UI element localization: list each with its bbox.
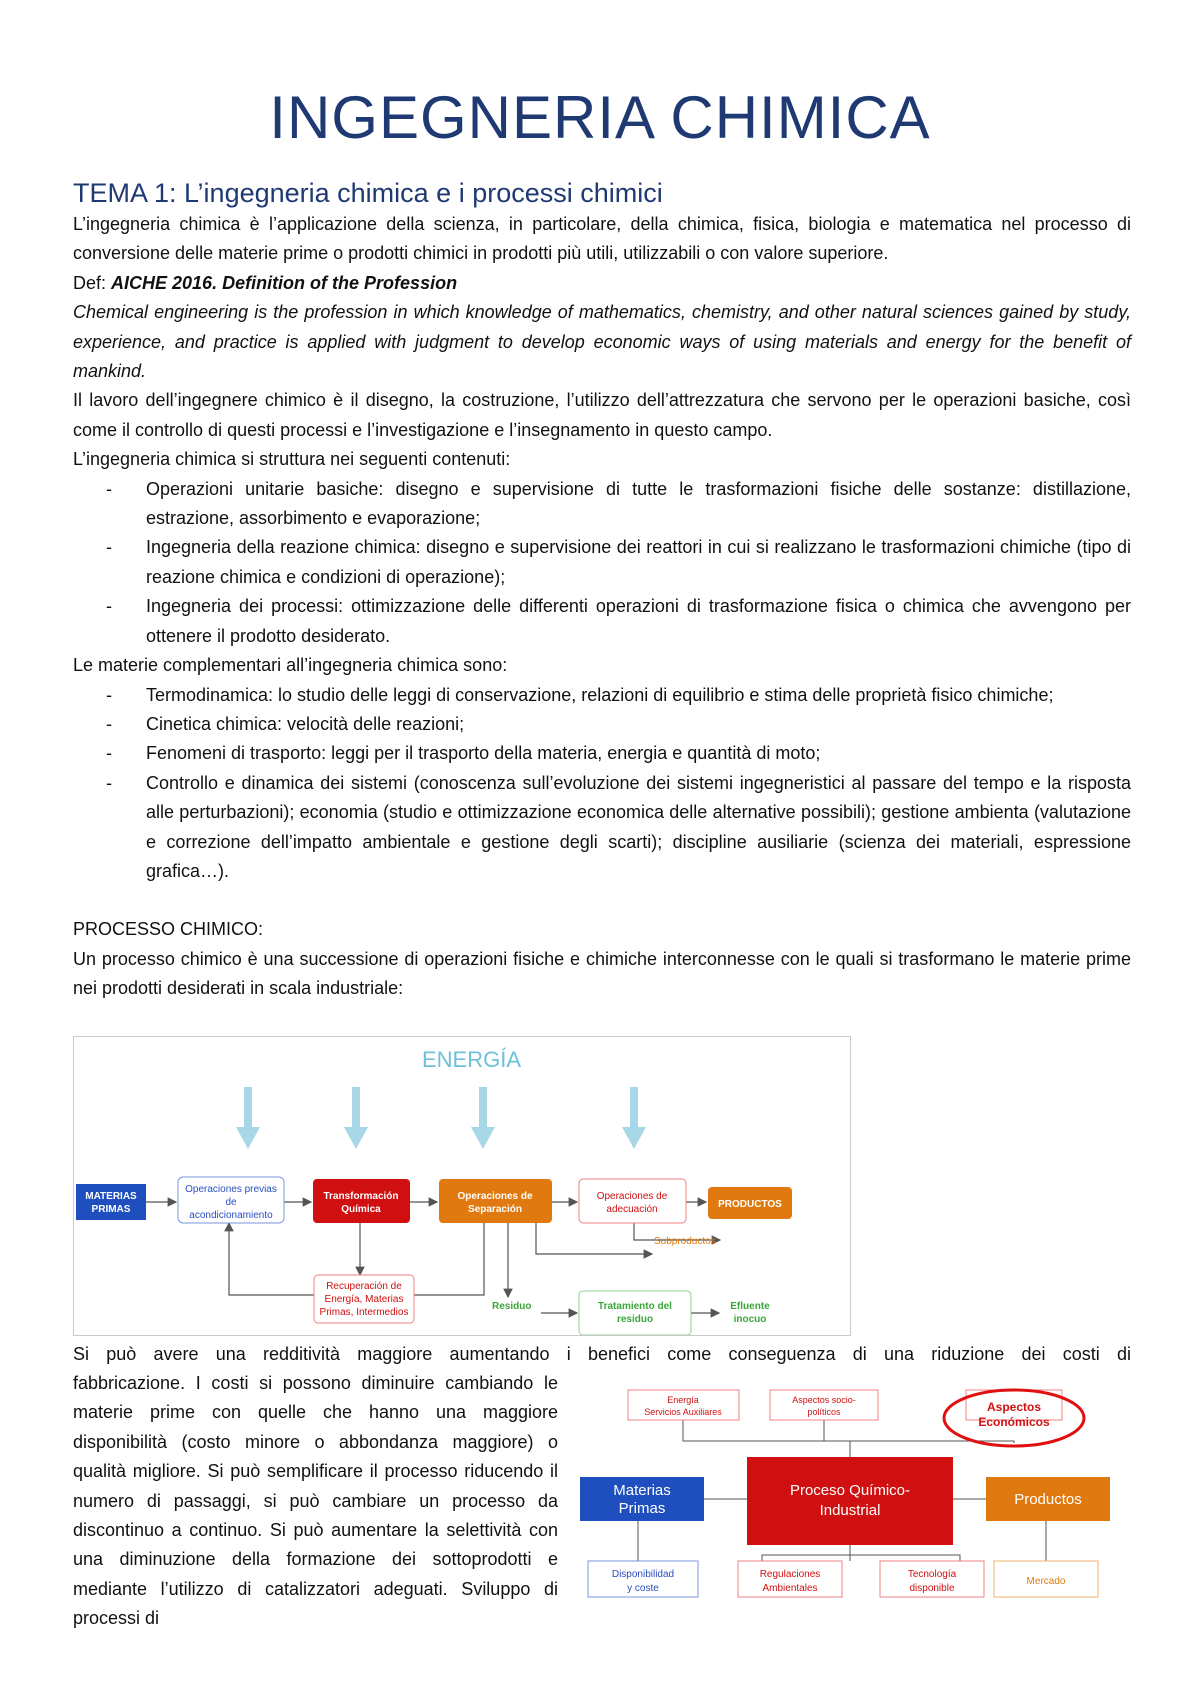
svg-text:Ambientales: Ambientales <box>762 1583 818 1594</box>
svg-text:Tecnología: Tecnología <box>907 1569 957 1580</box>
svg-text:Primas, Intermedios: Primas, Intermedios <box>319 1307 409 1318</box>
body-text <box>73 210 1131 1004</box>
svg-text:Aspectos: Aspectos <box>986 1400 1042 1414</box>
svg-text:Aspectos socio-: Aspectos socio- <box>792 1395 856 1405</box>
svg-text:y coste: y coste <box>627 1583 659 1594</box>
list-item: - Cinetica chimica: velocità delle reazioni; <box>73 710 1131 739</box>
energy-arrow <box>344 1087 368 1149</box>
contents-list <box>73 475 1131 651</box>
svg-text:Transformación: Transformación <box>323 1191 399 1202</box>
svg-text:Proceso Químico-: Proceso Químico- <box>789 1482 911 1499</box>
svg-text:Productos: Productos <box>1014 1491 1082 1508</box>
svg-text:PRIMAS: PRIMAS <box>91 1204 131 1215</box>
energy-arrow <box>236 1087 260 1149</box>
paragraph-profit-first-line: Si può avere una redditività maggiore aumentando i benefici come conseguenza di una riduzione dei costi di <box>73 1344 1131 1364</box>
paragraph-profit-rest: fabbricazione. I costi si possono diminuire cambiando le materie prime con quelle che hanno una maggiore disponibilità (costo minore o abbondanza maggiore) o qualità migliore. Si può semplificare il processo riducendo il numero di passaggi, si può cambiare un processo da discontinuo a continuo. Si può aumentare la selettività con una diminuzione della formazione dei sottoprodotti e mediante l’utilizzo di catalizzatori adeguati. Sviluppo di processi di <box>73 1373 558 1629</box>
svg-text:acondicionamiento: acondicionamiento <box>189 1210 273 1221</box>
svg-text:Separación: Separación <box>468 1204 522 1215</box>
energy-arrow <box>622 1087 646 1149</box>
svg-text:inocuo: inocuo <box>733 1314 767 1325</box>
section-heading: TEMA 1: L’ingegneria chimica e i processi chimici <box>73 178 663 208</box>
definition-quote: Chemical engineering is the profession in which knowledge of mathematics, chemistry, and other natural sciences gained by study, experience, and practice is applied with judgment to develop economic ways of using materials and energy for the benefit of mankind. <box>73 302 1131 382</box>
tratamiento-box <box>579 1291 691 1335</box>
list-item: - Termodinamica: lo studio delle leggi di conservazione, relazioni di equilibrio e stima delle proprietà fisico chimiche; <box>73 681 1131 710</box>
paragraph-process: Un processo chimico è una successione di operazioni fisiche e chimiche interconnesse con le quali si trasformano le materie prime nei prodotti desiderati in scala industriale: <box>73 948 1131 999</box>
energy-label: ENERGÍA <box>422 1047 522 1072</box>
svg-text:Servicios Auxiliares: Servicios Auxiliares <box>644 1407 722 1417</box>
definition-label: Def: <box>73 272 112 293</box>
paragraph-complementary: Le materie complementari all’ingegneria chimica sono: <box>73 655 508 676</box>
svg-text:Tratamiento del: Tratamiento del <box>598 1301 672 1312</box>
residuo-label: Residuo <box>492 1301 532 1312</box>
svg-text:políticos: políticos <box>807 1407 841 1417</box>
svg-text:Industrial: Industrial <box>819 1502 881 1519</box>
svg-text:adecuación: adecuación <box>606 1204 658 1215</box>
svg-text:Disponibilidad: Disponibilidad <box>611 1569 675 1580</box>
svg-text:de: de <box>225 1197 237 1208</box>
svg-text:Química: Química <box>341 1204 381 1215</box>
list-item: - Ingegneria della reazione chimica: disegno e supervisione dei reattori in cui si realizzano le trasformazioni chimiche (tipo di reazione chimica e condizioni di operazione); <box>73 533 1131 592</box>
svg-text:Operaciones de: Operaciones de <box>457 1191 533 1202</box>
paragraph-contents: L’ingegneria chimica si struttura nei seguenti contenuti: <box>73 449 511 470</box>
svg-text:Energía: Energía <box>667 1395 699 1405</box>
definition-line <box>73 269 1131 298</box>
energy-arrows <box>236 1087 646 1149</box>
svg-text:disponible: disponible <box>909 1583 955 1594</box>
svg-text:Regulaciones: Regulaciones <box>759 1569 821 1580</box>
paragraph-intro: L’ingegneria chimica è l’applicazione della scienza, in particolare, della chimica, fisica, biologia e matematica nel processo di conversione delle materie prime o prodotti chimici in prodotti più utili, utilizzabili o con valore superiore. <box>73 214 1131 264</box>
svg-text:Recuperación de: Recuperación de <box>326 1281 402 1292</box>
svg-text:Económicos: Económicos <box>978 1415 1050 1429</box>
svg-text:Mercado: Mercado <box>1026 1576 1066 1587</box>
list-item: - Fenomeni di trasporto: leggi per il trasporto della materia, energia e quantità di moto; <box>73 739 1131 768</box>
paragraph-work: Il lavoro dell’ingegnere chimico è il disegno, la costruzione, l’utilizzo dell’attrezzatura che servono per le operazioni basiche, così come il controllo di questi processi e l’investigazione e l’insegnamento in questo campo. <box>73 390 1131 440</box>
economics-diagram <box>580 1385 1140 1627</box>
complementary-list <box>73 681 1131 887</box>
body-text-2 <box>73 1340 1131 1369</box>
list-item: - Controllo e dinamica dei sistemi (conoscenza sull’evoluzione dei sistemi ingegneristici al passare del tempo e la risposta alle perturbazioni); economia (studio e ottimizzazione economica delle alternative possibili); gestione ambienta (valutazione e correzione dell’impatto ambientale e gestione degli scarti); discipline ausiliarie (scienza dei materiali, espressione grafica…). <box>73 769 1131 887</box>
svg-text:MATERIAS: MATERIAS <box>85 1191 137 1202</box>
svg-text:Primas: Primas <box>618 1500 666 1517</box>
svg-text:Operaciones de: Operaciones de <box>596 1191 668 1202</box>
process-flow-svg <box>74 1037 850 1335</box>
subproductos-label: Subproductos <box>654 1236 716 1247</box>
svg-text:Materias: Materias <box>613 1482 671 1499</box>
energy-arrow <box>471 1087 495 1149</box>
efluente-label: Efluente <box>730 1301 770 1312</box>
economics-svg <box>580 1385 1140 1627</box>
document-title: INGEGNERIA CHIMICA <box>269 84 931 151</box>
process-flow-diagram <box>73 1036 851 1336</box>
definition-source: AICHE 2016. Definition of the Profession <box>111 272 458 293</box>
proceso-quimico-box <box>747 1457 953 1545</box>
svg-text:Energía, Materias: Energía, Materias <box>324 1294 404 1305</box>
section-label: PROCESSO CHIMICO: <box>73 919 264 940</box>
svg-text:residuo: residuo <box>616 1314 654 1325</box>
list-item: - Operazioni unitarie basiche: disegno e supervisione di tutte le trasformazioni fisiche delle sostanze: distillazione, estrazione, assorbimento e evaporazione; <box>73 475 1131 534</box>
svg-text:Operaciones previas: Operaciones previas <box>185 1184 277 1195</box>
list-item: - Ingegneria dei processi: ottimizzazione delle differenti operazioni di trasformazione fisica o chimica che avvengono per ottenere il prodotto desiderato. <box>73 592 1131 651</box>
svg-text:PRODUCTOS: PRODUCTOS <box>718 1199 782 1210</box>
